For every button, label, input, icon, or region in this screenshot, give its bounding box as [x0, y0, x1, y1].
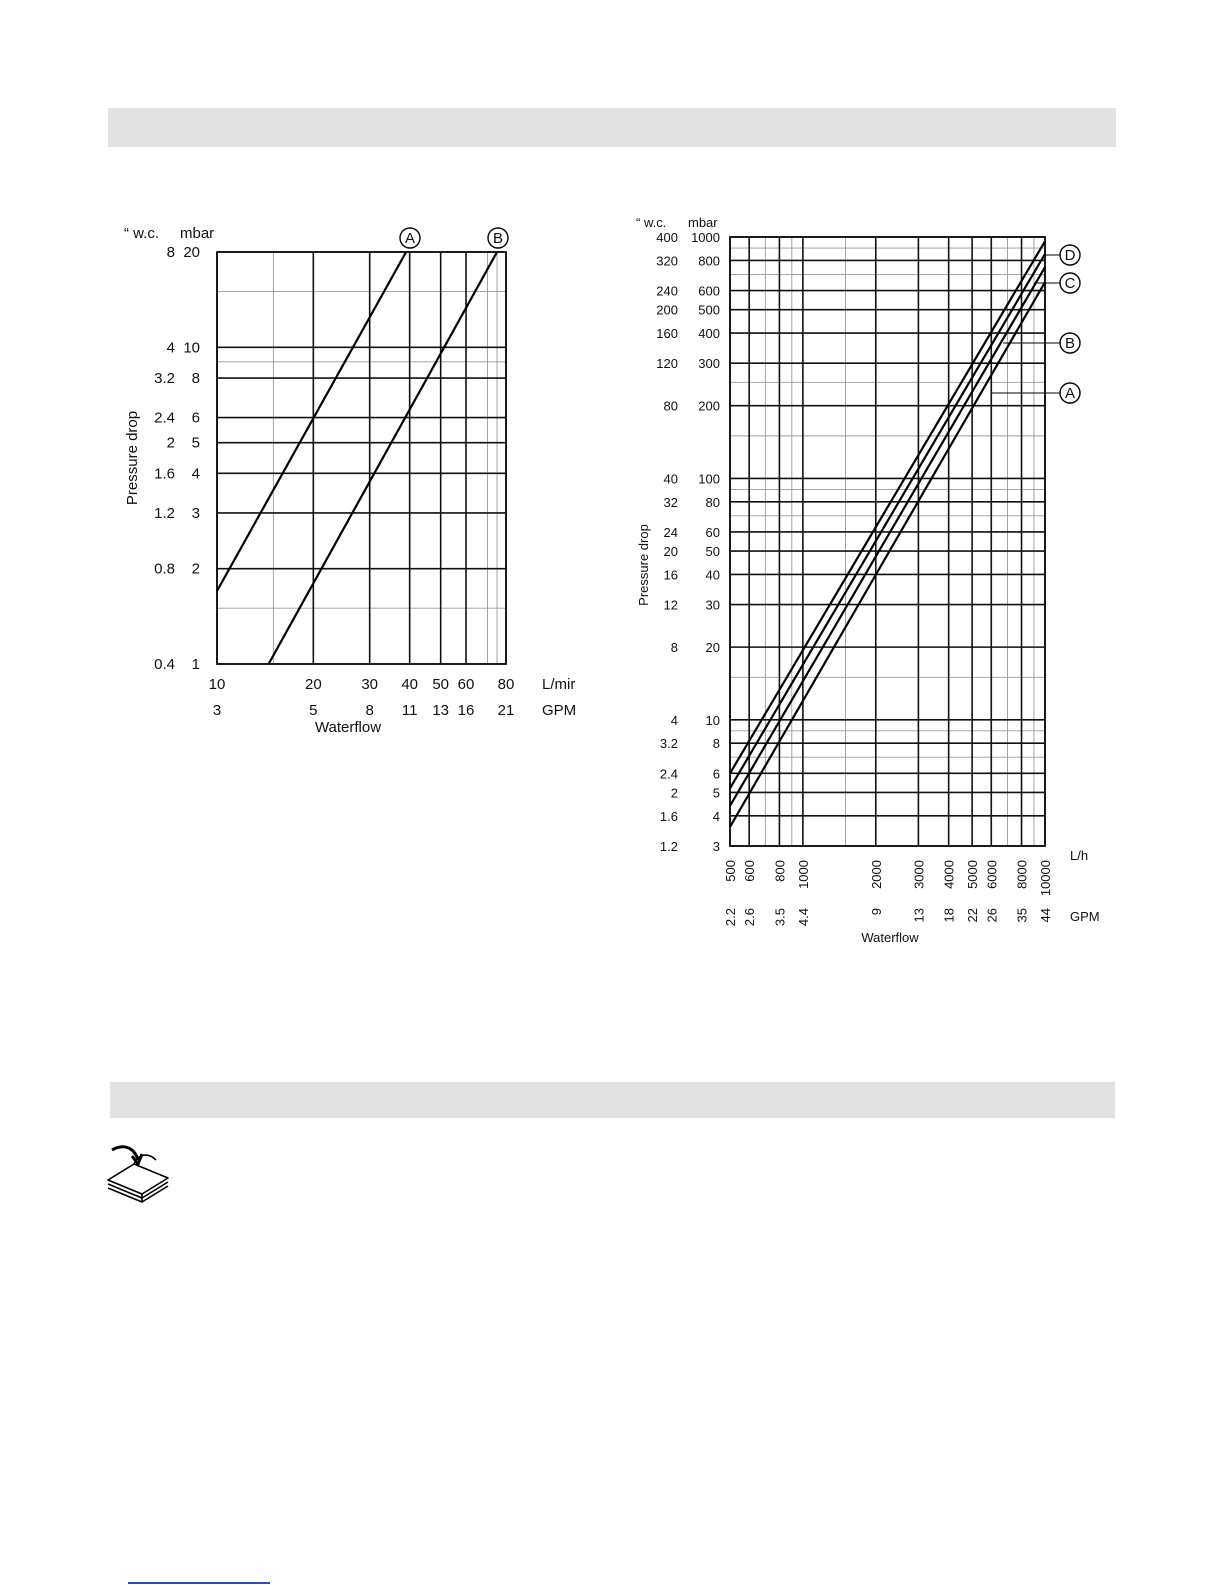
x-secondary-tick-label: 8 — [365, 702, 374, 719]
y-tick-label: 1000 — [691, 230, 720, 245]
x-secondary-tick-label: 11 — [401, 702, 418, 719]
y-secondary-tick-label: 120 — [656, 356, 678, 372]
x-tick-label: 10 — [208, 676, 226, 693]
y-tick-label: 50 — [705, 544, 720, 560]
y-tick-label: 1 — [191, 656, 200, 673]
y-secondary-tick-label: 4 — [166, 339, 175, 357]
x-tick-label: 8000 — [1014, 860, 1030, 889]
y-secondary-tick-label: 2 — [166, 434, 175, 452]
x-unit-secondary: GPM — [542, 702, 577, 719]
y-tick-label: 600 — [698, 283, 720, 299]
series-line-b — [730, 267, 1045, 806]
y-tick-label: 3 — [712, 839, 720, 854]
y-secondary-tick-label: 4 — [670, 712, 678, 728]
y-tick-label: 10 — [183, 339, 200, 357]
y-secondary-tick-label: 20 — [663, 544, 678, 560]
y-tick-label: 2 — [191, 560, 200, 578]
y-secondary-tick-label: 1.2 — [154, 504, 175, 522]
x-tick-label: 80 — [497, 676, 515, 693]
y-unit-primary: mbar — [688, 215, 718, 230]
x-tick-label: 600 — [742, 860, 758, 882]
x-secondary-tick-label: 5 — [309, 702, 318, 719]
y-secondary-tick-label: 2 — [670, 785, 678, 801]
y-secondary-tick-label: 1.6 — [154, 465, 175, 483]
y-secondary-tick-label: 24 — [663, 524, 678, 540]
y-tick-label: 8 — [191, 370, 200, 388]
y-secondary-tick-label: 32 — [663, 494, 678, 510]
x-secondary-tick-label: 22 — [965, 908, 981, 923]
y-tick-label: 6 — [712, 766, 720, 782]
series-line-d — [730, 241, 1045, 773]
x-secondary-tick-label: 26 — [984, 908, 1000, 923]
y-tick-label: 8 — [712, 736, 720, 752]
y-tick-label: 800 — [698, 253, 720, 269]
series-label-b: B — [492, 230, 504, 247]
x-tick-label: 800 — [772, 860, 788, 882]
y-axis-label: Pressure drop — [124, 410, 141, 506]
y-tick-label: 3 — [191, 504, 200, 522]
y-tick-label: 500 — [698, 302, 720, 318]
y-tick-label: 6 — [191, 409, 200, 427]
y-secondary-tick-label: 8 — [166, 244, 175, 261]
y-axis-label: Pressure drop — [636, 524, 651, 606]
y-tick-label: 4 — [712, 808, 720, 824]
y-secondary-tick-label: 3.2 — [154, 370, 175, 388]
y-unit-secondary: “ w.c. — [124, 225, 160, 242]
x-tick-label: 2000 — [868, 860, 884, 889]
y-tick-label: 300 — [698, 356, 720, 372]
series-label-d: D — [1064, 247, 1076, 264]
series-label-a: A — [404, 230, 416, 247]
y-unit-secondary: “ w.c. — [636, 215, 667, 230]
y-secondary-tick-label: 200 — [656, 302, 678, 318]
y-secondary-tick-label: 160 — [656, 326, 678, 342]
x-secondary-tick-label: 4.4 — [795, 908, 811, 927]
y-secondary-tick-label: 3.2 — [659, 736, 678, 752]
y-tick-label: 60 — [705, 524, 720, 540]
y-tick-label: 10 — [705, 712, 720, 728]
x-secondary-tick-label: 2.2 — [723, 908, 738, 927]
x-tick-label: 10000 — [1038, 860, 1053, 897]
x-secondary-tick-label: 3.5 — [772, 908, 788, 927]
y-secondary-tick-label: 12 — [663, 597, 678, 613]
x-unit-primary: L/mir — [542, 676, 576, 693]
x-secondary-tick-label: 13 — [432, 702, 450, 719]
x-tick-label: 50 — [432, 676, 450, 693]
x-tick-label: 1000 — [795, 860, 811, 889]
x-secondary-tick-label: 2.6 — [742, 908, 758, 927]
x-tick-label: 4000 — [941, 860, 957, 889]
y-secondary-tick-label: 240 — [656, 283, 678, 299]
y-secondary-tick-label: 0.8 — [154, 560, 175, 578]
y-secondary-tick-label: 80 — [663, 398, 678, 414]
y-tick-label: 20 — [183, 244, 200, 261]
y-tick-label: 200 — [698, 398, 720, 414]
y-tick-label: 100 — [698, 471, 720, 487]
x-unit-secondary: GPM — [1070, 909, 1100, 924]
y-secondary-tick-label: 8 — [670, 640, 678, 656]
footer-link-underline — [128, 1582, 270, 1584]
x-tick-label: 5000 — [965, 860, 981, 889]
y-secondary-tick-label: 320 — [656, 253, 678, 269]
y-tick-label: 40 — [705, 567, 720, 583]
y-secondary-tick-label: 2.4 — [154, 409, 175, 427]
y-secondary-tick-label: 40 — [663, 471, 678, 487]
x-axis-label: Waterflow — [861, 930, 919, 945]
y-secondary-tick-label: 0.4 — [154, 656, 175, 673]
x-tick-label: 20 — [304, 676, 322, 693]
x-unit-primary: L/h — [1070, 848, 1089, 863]
x-secondary-tick-label: 44 — [1038, 908, 1053, 923]
series-label-b: B — [1064, 335, 1076, 352]
y-tick-label: 80 — [705, 494, 720, 510]
x-tick-label: 60 — [457, 676, 475, 693]
y-tick-label: 20 — [705, 640, 720, 656]
x-tick-label: 30 — [361, 676, 379, 693]
x-secondary-tick-label: 3 — [212, 702, 222, 719]
y-secondary-tick-label: 1.2 — [659, 839, 678, 854]
y-secondary-tick-label: 2.4 — [659, 766, 678, 782]
y-unit-primary: mbar — [180, 225, 215, 242]
x-secondary-tick-label: 13 — [911, 908, 927, 923]
x-tick-label: 500 — [723, 860, 738, 882]
series-label-c: C — [1064, 275, 1076, 292]
series-line-c — [730, 254, 1045, 788]
x-secondary-tick-label: 9 — [868, 908, 884, 916]
y-secondary-tick-label: 16 — [663, 567, 678, 583]
x-secondary-tick-label: 35 — [1014, 908, 1030, 923]
y-tick-label: 5 — [191, 434, 200, 452]
series-label-a: A — [1064, 385, 1076, 402]
x-secondary-tick-label: 21 — [497, 702, 515, 719]
x-secondary-tick-label: 18 — [941, 908, 957, 923]
y-tick-label: 30 — [705, 597, 720, 613]
x-axis-label: Waterflow — [314, 719, 382, 736]
y-secondary-tick-label: 1.6 — [659, 808, 678, 824]
x-tick-label: 6000 — [984, 859, 1000, 889]
y-secondary-tick-label: 400 — [656, 230, 678, 245]
plot-frame — [730, 237, 1045, 846]
y-tick-label: 4 — [191, 465, 200, 483]
y-tick-label: 400 — [698, 326, 720, 342]
y-tick-label: 5 — [712, 785, 720, 801]
x-tick-label: 40 — [401, 676, 419, 693]
x-secondary-tick-label: 16 — [457, 702, 475, 719]
x-tick-label: 3000 — [911, 860, 927, 889]
